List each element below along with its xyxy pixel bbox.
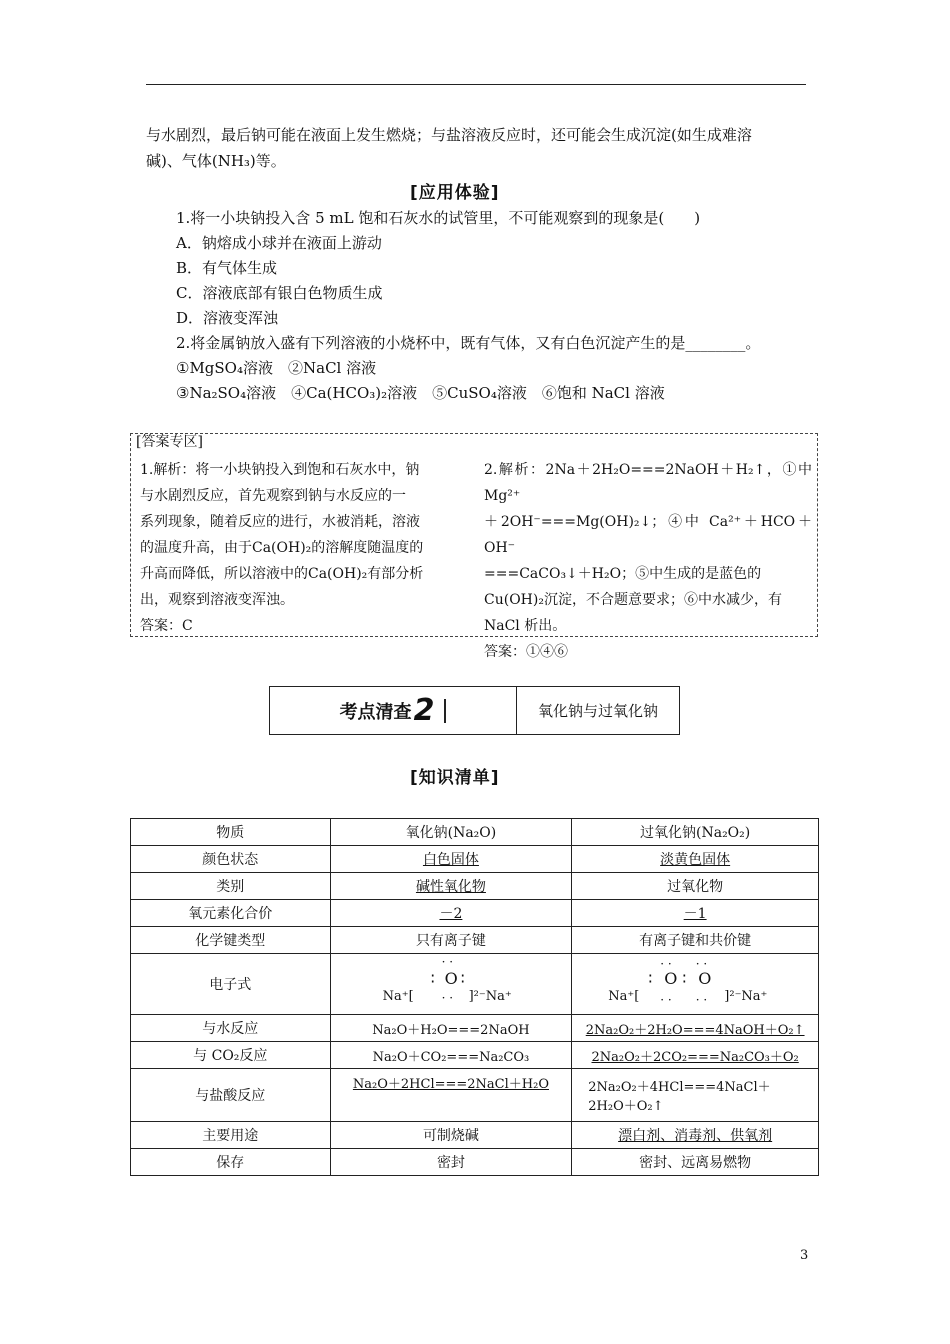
underlined-value: 漂白剂、消毒剂、供氧剂: [618, 1128, 773, 1144]
table-row: [131, 1042, 819, 1069]
topic-banner: [269, 686, 680, 735]
table-cell: 物质: [131, 819, 331, 846]
cation: Na⁺[: [608, 989, 640, 1004]
electron-formula: [331, 955, 572, 1013]
underlined-value: 淡黄色固体: [660, 852, 731, 868]
table-cell: Na₂O＋CO₂===Na₂CO₃: [330, 1042, 572, 1069]
oxygen-symbol: O: [698, 969, 712, 988]
table-cell: 与水反应: [131, 1015, 331, 1042]
table-row: [131, 900, 819, 927]
table-cell: 电子式: [131, 954, 331, 1015]
question-2: 2.将金属钠放入盛有下列溶液的小烧杯中，既有气体，又有白色沉淀产生的是________。: [176, 334, 761, 352]
answer-2-column: [484, 457, 812, 665]
table-cell: 过氧化钠(Na₂O₂): [572, 819, 819, 846]
answer-2-line: ===CaCO₃↓＋H₂O；⑤中生成的是蓝色的: [484, 566, 762, 582]
underlined-value: 2Na₂O₂＋2CO₂===Na₂CO₃＋O₂: [591, 1049, 799, 1065]
table-cell: 过氧化物: [572, 873, 819, 900]
equation-line: 2H₂O＋O₂↑: [588, 1099, 664, 1114]
topic-subject: 氧化钠与过氧化钠: [537, 702, 658, 720]
table-cell: [330, 1069, 572, 1122]
topic-number: 2: [413, 693, 435, 728]
equation-line: 2Na₂O₂＋4HCl===4NaCl＋: [588, 1080, 771, 1095]
answer-box-label: [答案专区]: [136, 434, 203, 450]
intro-line-1: 与水剧烈，最后钠可能在液面上发生燃烧；与盐溶液反应时，还可能会生成沉淀(如生成难溶: [146, 126, 752, 144]
answer-1-line: 系列现象，随着反应的进行，水被消耗，溶液: [140, 514, 420, 530]
table-row: [131, 954, 819, 1015]
table-cell: 有离子键和共价键: [572, 927, 819, 954]
anion-charge: ]²⁻Na⁺: [468, 989, 512, 1004]
electron-pair: ∶: [648, 969, 653, 988]
topic-title-cell: [270, 687, 517, 734]
underlined-value: －2: [439, 906, 463, 922]
underlined-value: 白色固体: [422, 852, 479, 868]
topic-divider: [444, 699, 446, 723]
electron-dots: · ·: [441, 991, 454, 1005]
header-rule: [146, 84, 806, 85]
cation: Na⁺[: [382, 989, 414, 1004]
q1-option-a: A．钠熔成小球并在液面上游动: [176, 234, 382, 252]
table-row: [131, 1015, 819, 1042]
oxygen-symbol: O: [444, 969, 458, 988]
table-row: [131, 846, 819, 873]
answer-2-line: Cu(OH)₂沉淀，不合题意要求；⑥中水减少，有: [484, 592, 782, 608]
table-cell: [572, 900, 819, 927]
q1-option-d: D．溶液变浑浊: [176, 309, 279, 327]
table-cell: Na₂O＋H₂O===2NaOH: [330, 1015, 572, 1042]
q2-options-line-1: ①MgSO₄溶液 ②NaCl 溶液: [176, 359, 377, 377]
table-cell: [330, 900, 572, 927]
table-cell: [572, 1015, 819, 1042]
electron-pair: ∶: [430, 969, 435, 988]
q1-option-c: C．溶液底部有银白色物质生成: [176, 284, 383, 302]
table-row: [131, 927, 819, 954]
intro-line-2: 碱)、气体(NH₃)等。: [146, 152, 286, 170]
answer-2-line: ＋2OH⁻===Mg(OH)₂↓；④中 Ca²⁺＋HCO＋OH⁻: [484, 514, 812, 556]
table-cell: 密封: [330, 1149, 572, 1176]
table-cell: [330, 846, 572, 873]
table-cell: 颜色状态: [131, 846, 331, 873]
electron-dots: · · · ·: [660, 957, 708, 971]
comparison-table: [130, 818, 819, 1176]
table-cell: 氧化钠(Na₂O): [330, 819, 572, 846]
table-row: [131, 1149, 819, 1176]
table-cell: 只有离子键: [330, 927, 572, 954]
table-row: [131, 1069, 819, 1122]
answer-1-line: 与水剧烈反应，首先观察到钠与水反应的一: [140, 488, 406, 504]
table-cell: [572, 1042, 819, 1069]
table-cell: 主要用途: [131, 1122, 331, 1149]
electron-pair: ∶: [682, 969, 687, 988]
question-1: 1.将一小块钠投入含 5 mL 饱和石灰水的试管里，不可能观察到的现象是( ): [176, 209, 701, 227]
table-cell: 保存: [131, 1149, 331, 1176]
page-number: 3: [800, 1248, 809, 1263]
answer-2-line: 2.解析：2Na＋2H₂O===2NaOH＋H₂↑，①中 Mg²⁺: [484, 462, 812, 504]
table-cell: [572, 1122, 819, 1149]
table-cell: 氧元素化合价: [131, 900, 331, 927]
electron-formula-na2o2: [572, 954, 819, 1015]
table-cell: 类别: [131, 873, 331, 900]
answer-1-line: 1.解析：将一小块钠投入到饱和石灰水中，钠: [140, 462, 420, 478]
electron-dots: · · · ·: [660, 993, 708, 1007]
q2-options-line-2: ③Na₂SO₄溶液 ④Ca(HCO₃)₂溶液 ⑤CuSO₄溶液 ⑥饱和 NaCl 溶液: [176, 384, 665, 402]
q1-option-b: B．有气体生成: [176, 259, 278, 277]
underlined-value: 2Na₂O₂＋2H₂O===4NaOH＋O₂↑: [585, 1022, 805, 1038]
table-cell: 与盐酸反应: [131, 1069, 331, 1122]
answer-1-result: 答案：C: [140, 618, 193, 634]
application-heading: [应用体验]: [410, 183, 500, 203]
underlined-value: Na₂O＋2HCl===2NaCl＋H₂O: [352, 1077, 549, 1092]
table-cell: [572, 1069, 819, 1122]
table-row: [131, 1122, 819, 1149]
oxygen-symbol: O: [664, 969, 678, 988]
answer-1-line: 升高而降低，所以溶液中的Ca(OH)₂有部分析: [140, 566, 424, 582]
table-row: [131, 873, 819, 900]
underlined-value: －1: [683, 906, 707, 922]
electron-formula: [572, 955, 818, 1013]
table-cell: [330, 873, 572, 900]
table-cell: 化学键类型: [131, 927, 331, 954]
electron-dots: · ·: [441, 955, 454, 969]
electron-pair: ∶: [460, 969, 465, 988]
answer-2-result: 答案：①④⑥: [484, 644, 568, 660]
answer-2-line: NaCl 析出。: [484, 618, 567, 634]
answer-1-column: [140, 457, 470, 639]
anion-charge: ]²⁻Na⁺: [724, 989, 768, 1004]
table-cell: 可制烧碱: [330, 1122, 572, 1149]
answer-1-line: 的温度升高，由于Ca(OH)₂的溶解度随温度的: [140, 540, 424, 556]
underlined-value: 碱性氧化物: [415, 879, 486, 895]
topic-title: 考点清查: [339, 701, 412, 723]
answer-1-line: 出，观察到溶液变浑浊。: [140, 592, 294, 608]
table-cell: [572, 846, 819, 873]
table-cell: 密封、远离易燃物: [572, 1149, 819, 1176]
electron-formula-na2o: [330, 954, 572, 1015]
table-row: [131, 819, 819, 846]
table-cell: 与 CO₂反应: [131, 1042, 331, 1069]
knowledge-heading: [知识清单]: [410, 768, 500, 788]
